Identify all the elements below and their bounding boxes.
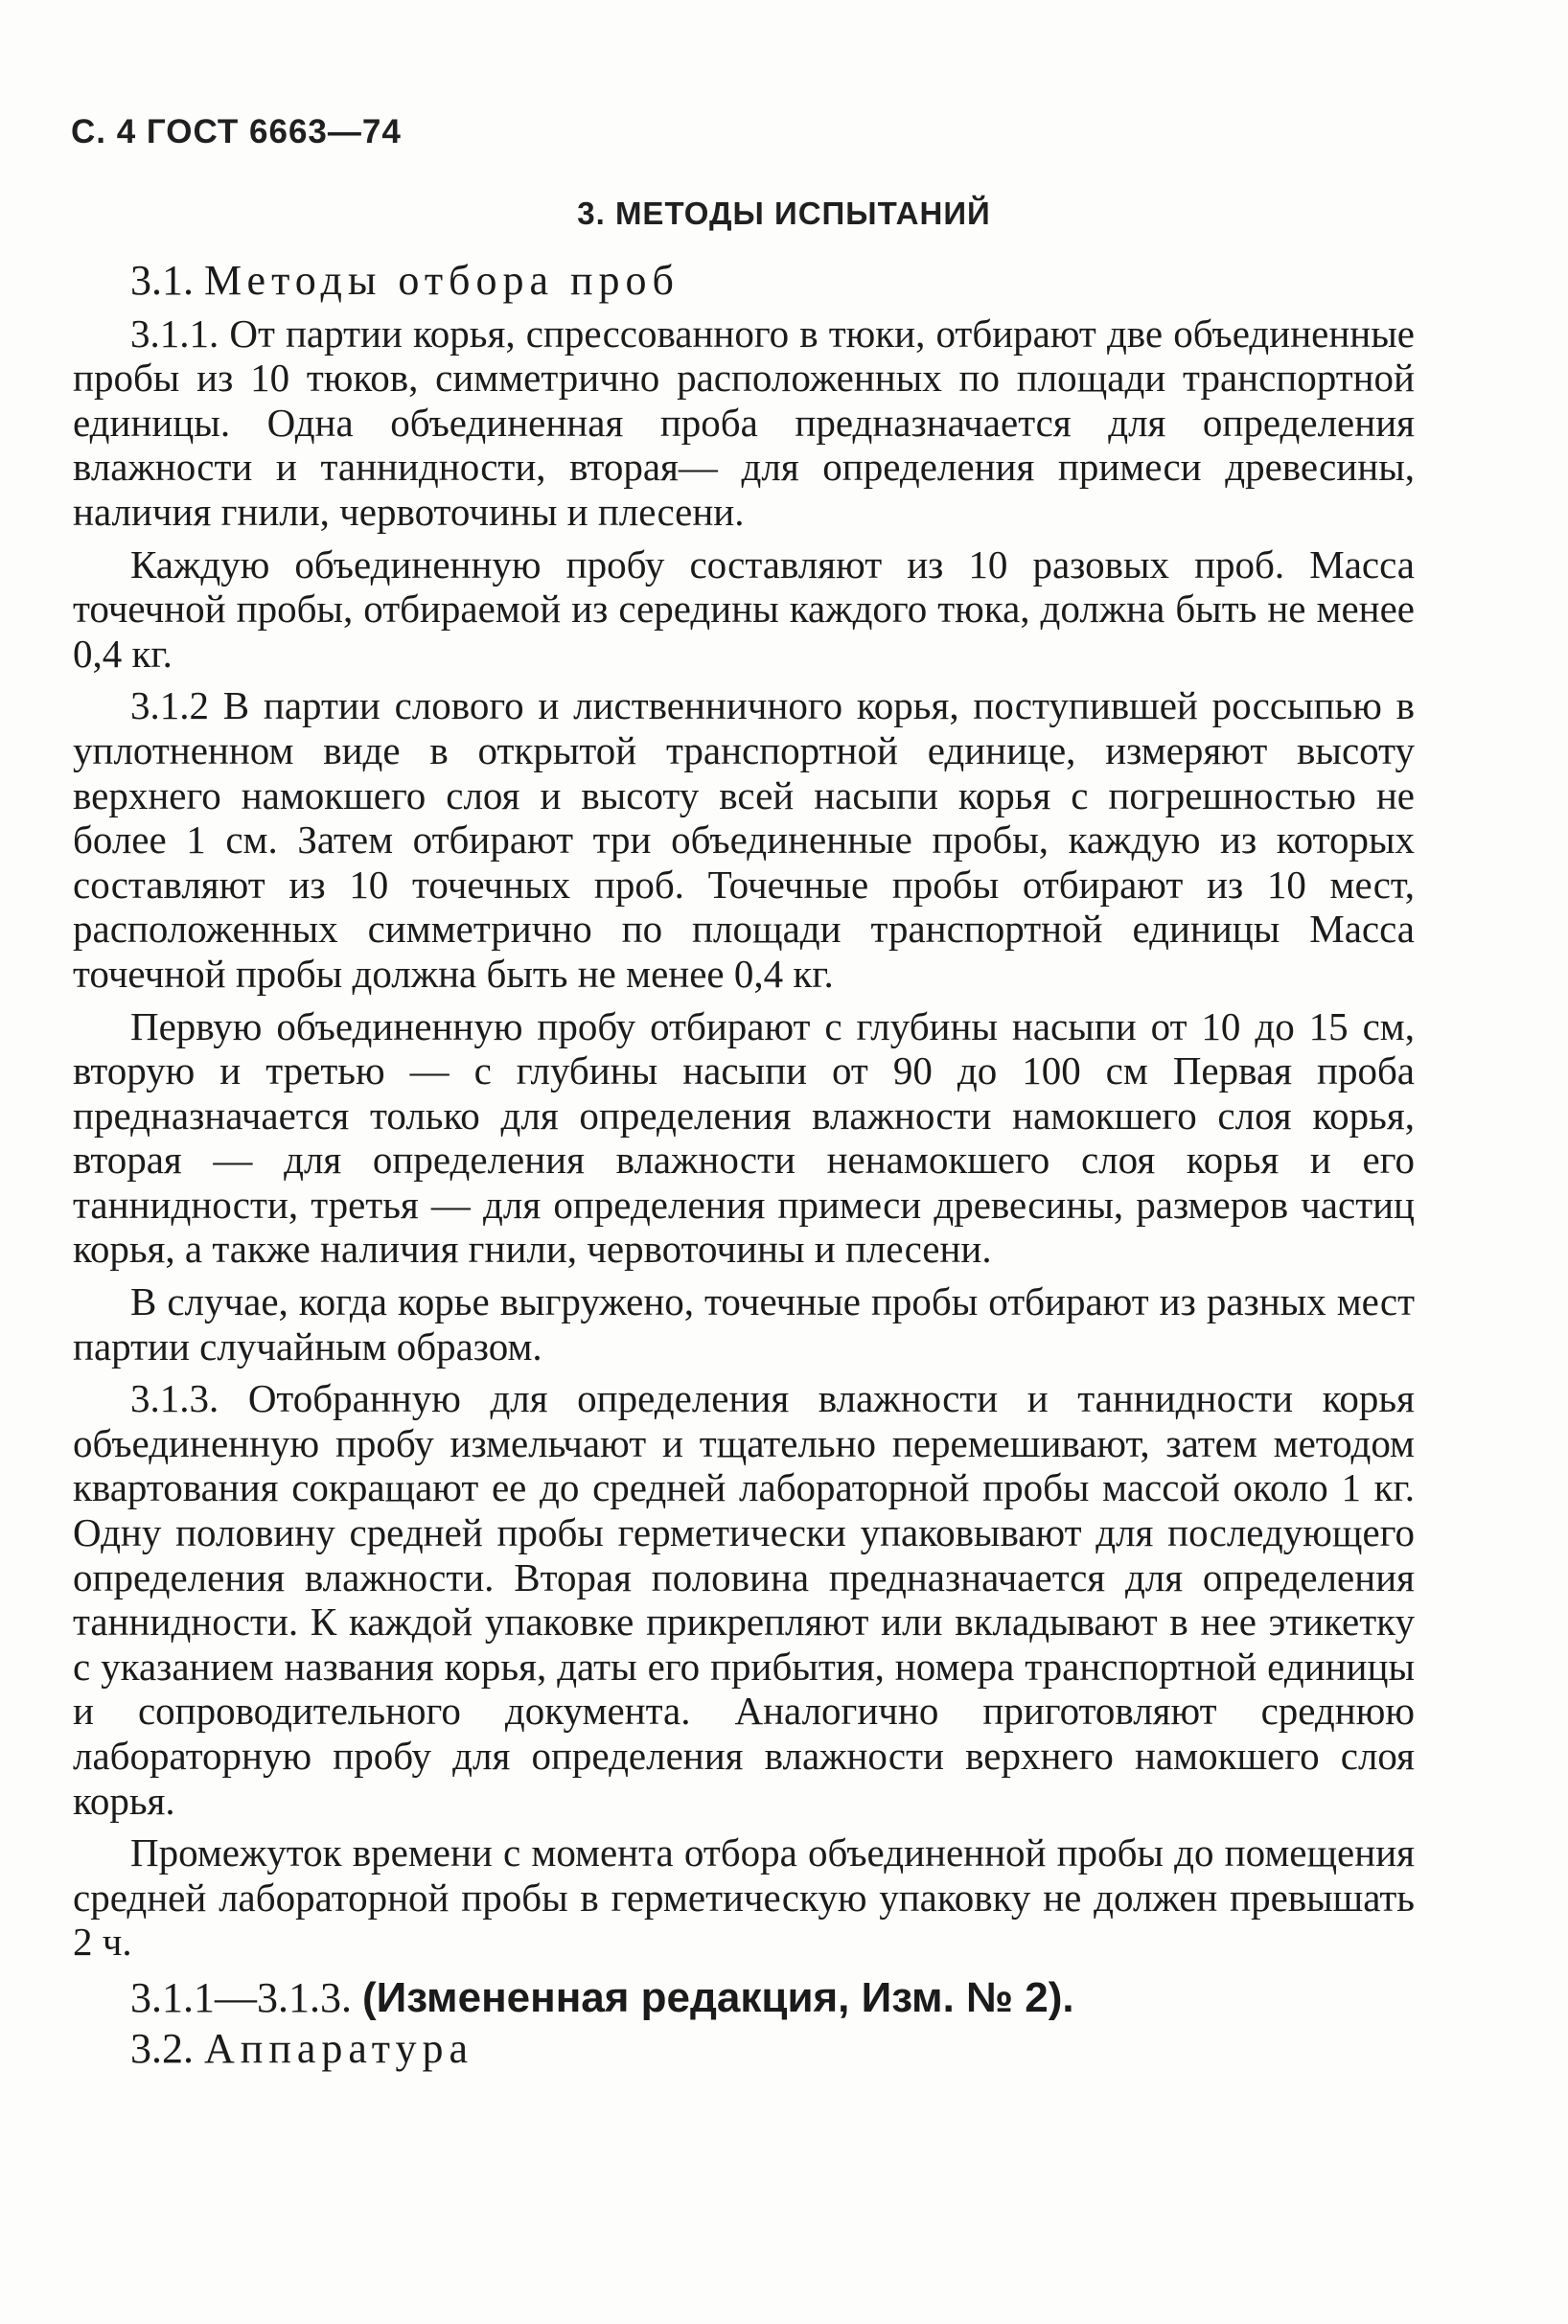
paragraph-3-1-1: 3.1.1. От партии корья, спрессованного в тюки, отбирают две объединенные пробы из 10 тюков, симметрично расположенных по площади транспортной единицы. Одна объединенная проба предназначается для определения влажности и таннидности, вторая— для определения примеси древесины, наличия гнили, червоточины и плесени. bbox=[73, 311, 1415, 534]
paragraph-3-1-3: 3.1.3. Отобранную для определения влажности и таннидности корья объединенную пробу измельчают и тщательно перемешивают, затем методом квартования сокращают ее до средней лабораторной пробы массой около 1 кг. Одну половину средней пробы герметически упаковывают для последующего определения влажности. Вторая половина предназначается для определения таннидности. К каждой упаковке прикрепляют или вкладывают в нее этикетку с указанием названия корья, даты его прибытия, номера транспортной единицы и сопроводительного документа. Аналогично приготовляют среднюю лабораторную пробу для определения влажности верхнего намокшего слоя корья. bbox=[73, 1376, 1415, 1823]
subsection-heading-3-2 bbox=[73, 2024, 1415, 2072]
section-title: 3. МЕТОДЫ ИСПЫТАНИЙ bbox=[577, 196, 991, 231]
subsection-title: Аппаратура bbox=[204, 2024, 473, 2072]
paragraph-combined-sample: Каждую объединенную пробу составляют из 10 разовых проб. Масса точечной пробы, отбираемой из середины каждого тюка, должна быть не менее 0,4 кг. bbox=[73, 541, 1415, 676]
paragraph-time-interval: Промежуток времени с момента отбора объединенной пробы до помещения средней лабораторной пробы в герметическую упаковку не должен превышать 2 ч. bbox=[73, 1830, 1415, 1965]
amendment-text: (Измененная редакция, Изм. № 2). bbox=[362, 1973, 1074, 2021]
document-body bbox=[73, 259, 1415, 2071]
paragraph-unloaded: В случае, когда корье выгружено, точечные пробы отбирают из разных мест партии случайным образом. bbox=[73, 1279, 1415, 1369]
subsection-number: 3.1. bbox=[130, 257, 194, 304]
subsection-title: Методы отбора проб bbox=[204, 257, 680, 304]
amendment-note bbox=[73, 1973, 1415, 2021]
subsection-number: 3.2. bbox=[130, 2024, 194, 2072]
page-header: С. 4 ГОСТ 6663—74 bbox=[71, 113, 402, 150]
amendment-range: 3.1.1—3.1.3. bbox=[130, 1973, 352, 2021]
subsection-heading-3-1 bbox=[73, 259, 1415, 304]
paragraph-first-sample: Первую объединенную пробу отбирают с глубины насыпи от 10 до 15 см, вторую и третью — с глубины насыпи от 90 до 100 см Первая проба предназначается только для определения влажности намокшего слоя корья, вторая — для определения влажности ненамокшего слоя корья и его таннидности, третья — для определения примеси древесины, размеров частиц корья, а также наличия гнили, червоточины и плесени. bbox=[73, 1003, 1415, 1272]
paragraph-3-1-2: 3.1.2 В партии слового и лиственничного корья, поступившей россыпью в уплотненном виде в открытой транспортной единице, измеряют высоту верхнего намокшего слоя и высоту всей насыпи корья с погрешностью не более 1 см. Затем отбирают три объединенные пробы, каждую из которых составляют из 10 точечных проб. Точечные пробы отбирают из 10 мест, расположенных симметрично по площади транспортной единицы Масса точечной пробы должна быть не менее 0,4 кг. bbox=[73, 683, 1415, 996]
